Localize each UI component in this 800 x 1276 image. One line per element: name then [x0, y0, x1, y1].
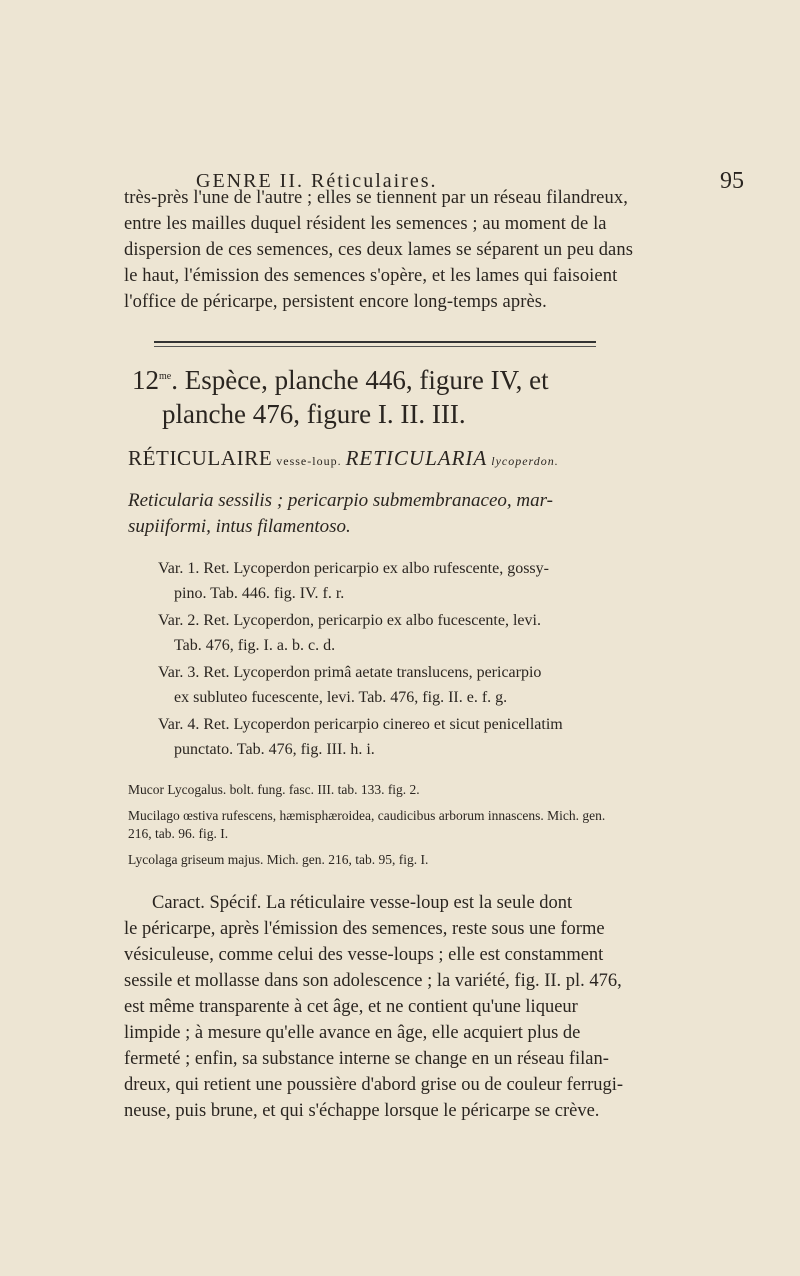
synonym-line: Mucor Lycogalus. bolt. fung. fasc. III. tab. 133. fig. 2. [128, 782, 420, 797]
variety-line: Var. 3. Ret. Lycoperdon primâ aetate translucens, pericarpio [158, 664, 542, 681]
synonym-line: 216, tab. 96. fig. I. [128, 826, 229, 841]
variety-line: Var. 2. Ret. Lycoperdon, pericarpio ex albo fucescente, levi. [158, 612, 541, 629]
species-name [128, 446, 559, 471]
paragraph-line: limpide ; à mesure qu'elle avance en âge, elle acquiert plus de [124, 1023, 581, 1043]
variety-line: Var. 4. Ret. Lycoperdon pericarpio cinereo et sicut penicellatim [158, 716, 563, 733]
variety-line: Tab. 476, fig. I. a. b. c. d. [174, 637, 336, 654]
paragraph-line: entre les mailles duquel résident les semences ; au moment de la [124, 214, 607, 234]
paragraph-line: très-près l'une de l'autre ; elles se tiennent par un réseau filandreux, [124, 188, 628, 208]
species-heading-line2: planche 476, figure I. II. III. [162, 399, 466, 429]
paragraph-line: sessile et mollasse dans son adolescence ; la variété, fig. II. pl. 476, [124, 971, 622, 991]
page-number: 95 [720, 168, 744, 194]
species-heading [132, 365, 549, 396]
paragraph-line: vésiculeuse, comme celui des vesse-loups ; elle est constamment [124, 945, 604, 965]
double-rule-bottom [154, 346, 596, 347]
species-name-fr: RÉTICULAIRE [128, 446, 273, 470]
paragraph-line: Caract. Spécif. La réticulaire vesse-loup est la seule dont [152, 893, 573, 913]
paragraph-line: dreux, qui retient une poussière d'abord grise ou de couleur ferrugi- [124, 1075, 624, 1095]
diagnosis-line: Reticularia sessilis ; pericarpio submembranaceo, mar- [128, 490, 553, 511]
species-name-fr-epithet: vesse-loup. [276, 454, 342, 468]
running-title: GENRE II. Réticulaires. [196, 170, 438, 192]
species-number: 12 [132, 365, 159, 395]
paragraph-line: le péricarpe, après l'émission des semences, reste sous une forme [124, 919, 605, 939]
variety-line: pino. Tab. 446. fig. IV. f. r. [174, 585, 345, 602]
variety-line: Var. 1. Ret. Lycoperdon pericarpio ex albo rufescente, gossy- [158, 560, 549, 577]
synonym-line: Mucilago œstiva rufescens, hæmisphæroidea, caudicibus arborum innascens. Mich. gen. [128, 808, 606, 823]
double-rule-top [154, 341, 596, 343]
paragraph-line: dispersion de ces semences, ces deux lames se séparent un peu dans [124, 240, 634, 260]
synonym-line: Lycolaga griseum majus. Mich. gen. 216, tab. 95, fig. I. [128, 852, 429, 867]
variety-line: punctato. Tab. 476, fig. III. h. i. [174, 741, 375, 758]
paragraph-line: l'office de péricarpe, persistent encore long-temps après. [124, 292, 547, 312]
paragraph-line: est même transparente à cet âge, et ne contient qu'une liqueur [124, 997, 578, 1017]
species-name-lat: RETICULARIA [345, 446, 488, 470]
paragraph-line: le haut, l'émission des semences s'opère, et les lames qui faisoient [124, 266, 618, 286]
paragraph-line: neuse, puis brune, et qui s'échappe lorsque le péricarpe se crève. [124, 1101, 600, 1121]
variety-line: ex subluteo fucescente, levi. Tab. 476, fig. II. e. f. g. [174, 689, 508, 706]
diagnosis-line: supiiformi, intus filamentoso. [128, 516, 351, 537]
species-name-lat-epithet: lycoperdon. [491, 454, 559, 468]
paragraph-line: fermeté ; enfin, sa substance interne se change en un réseau filan- [124, 1049, 609, 1069]
species-heading-line1: . Espèce, planche 446, figure IV, et [171, 365, 549, 395]
species-number-suffix: me [159, 371, 172, 382]
